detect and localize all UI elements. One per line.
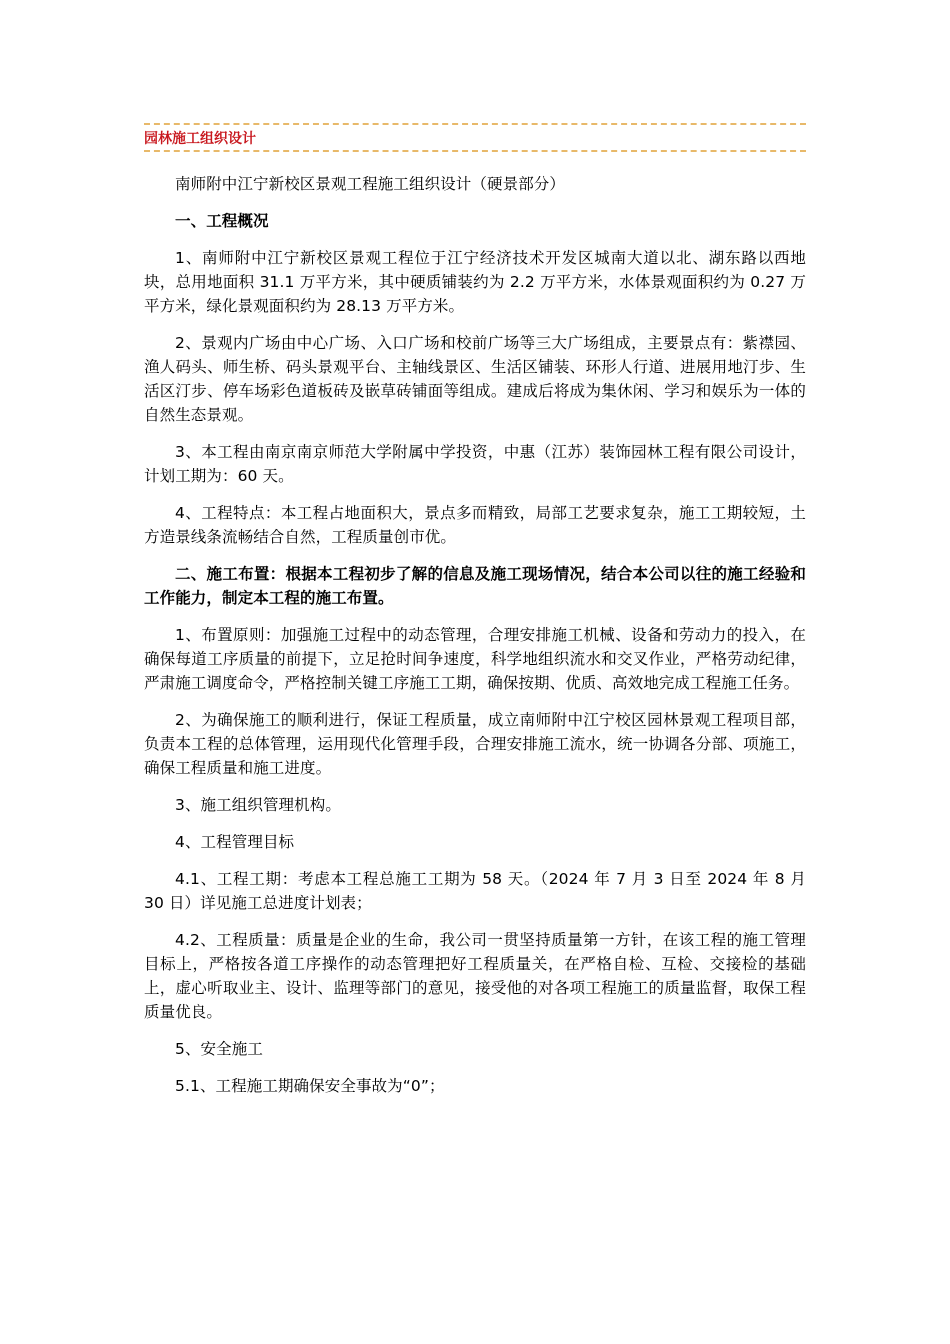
header-top-dashed-rule xyxy=(144,123,806,125)
paragraph: 4、工程特点：本工程占地面积大，景点多而精致，局部工艺要求复杂，施工工期较短，土方造景线条流畅结合自然，工程质量创市优。 xyxy=(144,504,806,546)
paragraph: 4.1、工程工期：考虑本工程总施工工期为 58 天。（2024 年 7 月 3 日至 2024 年 8 月 30 日）详见施工总进度计划表； xyxy=(144,870,806,912)
document-body xyxy=(144,172,806,1111)
doc-subtitle: 南师附中江宁新校区景观工程施工组织设计（硬景部分） xyxy=(175,175,566,193)
paragraph: 5、安全施工 xyxy=(175,1040,263,1058)
paragraph: 3、施工组织管理机构。 xyxy=(175,796,341,814)
document-header-title: 园林施工组织设计 xyxy=(144,131,256,147)
paragraph: 1、南师附中江宁新校区景观工程位于江宁经济技术开发区城南大道以北、湖东路以西地块，总用地面积 31.1 万平方米，其中硬质铺装约为 2.2 万平方米，水体景观面积约为 0.27 万平方米，绿化景观面积约为 28.13 万平方米。 xyxy=(144,249,806,315)
paragraph: 2、景观内广场由中心广场、入口广场和校前广场等三大广场组成，主要景点有：紫襟园、渔人码头、师生桥、码头景观平台、主轴线景区、生活区铺装、环形人行道、进展用地汀步、生活区汀步、停车场彩色道板砖及嵌草砖铺面等组成。建成后将成为集休闲、学习和娱乐为一体的自然生态景观。 xyxy=(144,334,806,424)
section-heading-layout: 二、施工布置：根据本工程初步了解的信息及施工现场情况，结合本公司以往的施工经验和工作能力，制定本工程的施工布置。 xyxy=(144,565,806,607)
section-heading-overview: 一、工程概况 xyxy=(175,212,269,230)
paragraph: 5.1、工程施工期确保安全事故为“0”； xyxy=(175,1077,445,1095)
paragraph: 1、布置原则：加强施工过程中的动态管理，合理安排施工机械、设备和劳动力的投入，在确保每道工序质量的前提下，立足抢时间争速度，科学地组织流水和交叉作业，严格劳动纪律，严肃施工调度命令，严格控制关键工序施工工期，确保按期、优质、高效地完成工程施工任务。 xyxy=(144,626,806,692)
paragraph: 3、本工程由南京南京师范大学附属中学投资，中惠（江苏）装饰园林工程有限公司设计，计划工期为：60 天。 xyxy=(144,443,806,485)
paragraph: 2、为确保施工的顺利进行，保证工程质量，成立南师附中江宁校区园林景观工程项目部，负责本工程的总体管理，运用现代化管理手段，合理安排施工流水，统一协调各分部、项施工，确保工程质量和施工进度。 xyxy=(144,711,806,777)
paragraph: 4.2、工程质量：质量是企业的生命，我公司一贯坚持质量第一方针，在该工程的施工管理目标上，严格按各道工序操作的动态管理把好工程质量关，在严格自检、互检、交接检的基础上，虚心听取业主、设计、监理等部门的意见，接受他的对各项工程施工的质量监督，取保工程质量优良。 xyxy=(144,931,806,1021)
paragraph: 4、工程管理目标 xyxy=(175,833,295,851)
header-bottom-dashed-rule xyxy=(144,150,806,152)
